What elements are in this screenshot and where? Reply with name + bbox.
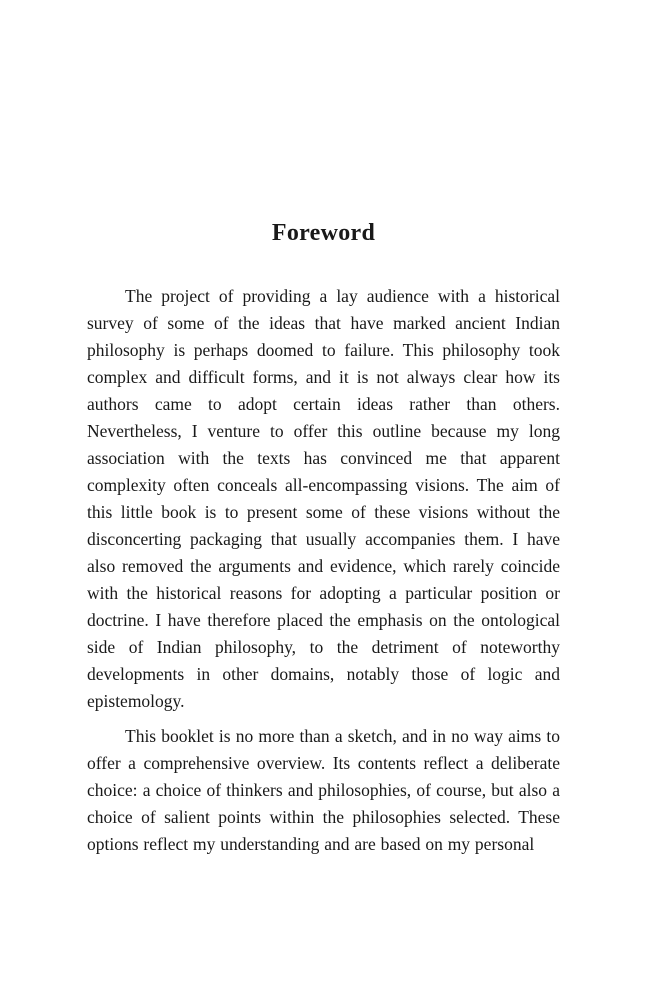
chapter-title: Foreword: [271, 220, 376, 246]
foreword-paragraph-2: This booklet is no more than a sketch, and in no way aims to offer a comprehensive overview. Its contents reflect a deliberate choice: a choice of thinkers and philosophies, of course, but also a choice of salient points within the philosophies selected. These options reflect my understanding and are based on my personal: [87, 726, 560, 854]
foreword-paragraph-1: The project of providing a lay audience with a historical survey of some of the ideas that have marked ancient Indian philosophy is perhaps doomed to failure. This philosophy took complex and difficult forms, and it is not always clear how its authors came to adopt certain ideas rather than others. Nevertheless, I venture to offer this outline because my long association with the texts has convinced me that apparent complexity often conceals all-encompassing visions. The aim of this little book is to present some of these visions without the disconcerting packaging that usually accompanies them. I have also removed the arguments and evidence, which rarely coincide with the historical reasons for adopting a particular position or doctrine. I have therefore placed the emphasis on the ontological side of Indian philosophy, to the detriment of noteworthy developments in other domains, notably those of logic and epistemology.: [87, 286, 560, 711]
